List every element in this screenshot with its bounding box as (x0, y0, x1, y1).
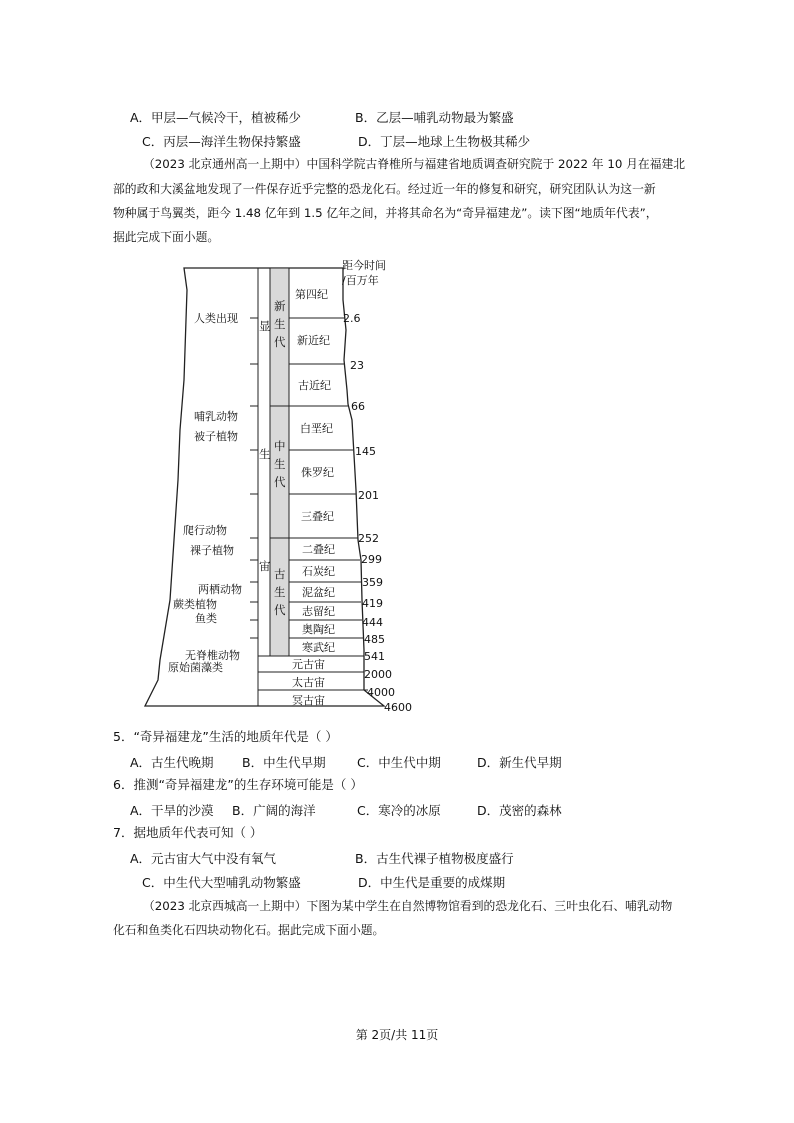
tick-145: 145 (355, 445, 376, 458)
life-invertebrates: 无脊椎动物 (185, 649, 240, 662)
tick-23: 23 (350, 359, 364, 372)
q6-option-b: B．广阔的海洋 (232, 803, 316, 818)
era-cenozoic-3: 代 (274, 335, 286, 349)
q6-option-c: C．寒冷的冰原 (357, 803, 441, 818)
tick-485: 485 (364, 633, 385, 646)
option-c: C．丙层—海洋生物保持繁盛 (142, 134, 301, 149)
chart-outline (145, 268, 384, 706)
era-mesozoic-3: 代 (274, 475, 286, 489)
option-b: B．乙层—哺乳动物最为繁盛 (355, 110, 514, 125)
eon-char-1: 显 (259, 319, 271, 333)
life-fish: 鱼类 (195, 612, 217, 625)
tick-4600: 4600 (384, 701, 412, 714)
eon-archean: 太古宙 (292, 676, 325, 689)
era-paleozoic-2: 生 (274, 585, 286, 599)
intro2-line-2: 化石和鱼类化石四块动物化石。据此完成下面小题。 (113, 923, 385, 937)
q7-stem: 7．据地质年代表可知（ ） (113, 825, 263, 840)
period-quaternary: 第四纪 (295, 288, 328, 301)
q5-option-b: B．中生代早期 (242, 755, 326, 770)
life-angiosperms: 被子植物 (194, 430, 238, 443)
geologic-time-chart (130, 250, 430, 720)
page-footer: 第 2页/共 11页 (355, 1028, 439, 1042)
tick-444: 444 (362, 616, 383, 629)
q6-stem: 6．推测“奇异福建龙”的生存环境可能是（ ） (113, 777, 363, 792)
period-permian: 二叠纪 (302, 543, 335, 556)
tick-359: 359 (362, 576, 383, 589)
intro-line-2: 部的政和大溪盆地发现了一件保存近乎完整的恐龙化石。经过近一年的修复和研究，研究团队认为这一新 (113, 182, 656, 196)
period-carboniferous: 石炭纪 (302, 565, 335, 578)
period-devonian: 泥盆纪 (302, 586, 335, 599)
eon-proterozoic: 元古宙 (292, 658, 325, 671)
q6-option-d: D．茂密的森林 (477, 803, 562, 818)
life-reptiles: 爬行动物 (183, 524, 227, 537)
period-cambrian: 寒武纪 (302, 641, 335, 654)
life-amphibians: 两栖动物 (198, 583, 242, 596)
q7-option-a: A．元古宙大气中没有氧气 (130, 851, 277, 866)
tick-2000: 2000 (364, 668, 392, 681)
intro2-line-1: （2023 北京西城高一上期中）下图为某中学生在自然博物馆看到的恐龙化石、三叶虫化石、哺乳动物 (143, 899, 673, 913)
era-paleozoic-3: 代 (274, 603, 286, 617)
tick-201: 201 (358, 489, 379, 502)
option-d: D．丁层—地球上生物极其稀少 (358, 134, 531, 149)
q6-option-a: A．干旱的沙漠 (130, 803, 214, 818)
life-humans: 人类出现 (194, 312, 238, 325)
life-gymnosperms: 裸子植物 (190, 544, 234, 557)
tick-541: 541 (364, 650, 385, 663)
option-a: A．甲层—气候冷干，植被稀少 (130, 110, 302, 125)
life-ferns: 蕨类植物 (173, 598, 217, 611)
life-mammals: 哺乳动物 (194, 410, 238, 423)
period-neogene: 新近纪 (297, 334, 330, 347)
q7-option-d: D．中生代是重要的成煤期 (358, 875, 506, 890)
eon-char-3: 宙 (259, 559, 271, 573)
period-cretaceous: 白垩纪 (300, 422, 333, 435)
axis-title-1: 距今时间 (342, 259, 386, 272)
life-primitive-algae: 原始菌藻类 (168, 661, 223, 674)
era-mesozoic-1: 中 (274, 439, 286, 453)
period-ordovician: 奥陶纪 (302, 623, 335, 636)
era-cenozoic-1: 新 (274, 299, 286, 313)
period-paleogene: 古近纪 (298, 379, 331, 392)
q5-stem: 5．“奇异福建龙”生活的地质年代是（ ） (113, 729, 338, 744)
period-jurassic: 侏罗纪 (301, 466, 334, 479)
intro-line-1: （2023 北京通州高一上期中）中国科学院古脊椎所与福建省地质调查研究院于 2022 年 10 月在福建北 (143, 157, 686, 171)
tick-252: 252 (358, 532, 379, 545)
eon-hadean: 冥古宙 (292, 694, 325, 707)
intro-line-3: 物种属于鸟翼类，距今 1.48 亿年到 1.5 亿年之间，并将其命名为“奇异福建龙”。读下图“地质年代表”， (113, 206, 658, 220)
q5-option-c: C．中生代中期 (357, 755, 441, 770)
era-mesozoic-2: 生 (274, 457, 286, 471)
q7-option-c: C．中生代大型哺乳动物繁盛 (142, 875, 301, 890)
q5-option-d: D．新生代早期 (477, 755, 562, 770)
axis-title-2: /百万年 (342, 274, 379, 287)
tick-419: 419 (362, 597, 383, 610)
tick-66: 66 (351, 400, 365, 413)
q5-option-a: A．古生代晚期 (130, 755, 214, 770)
era-paleozoic-1: 古 (274, 567, 286, 581)
eon-char-2: 生 (259, 447, 271, 461)
period-triassic: 三叠纪 (301, 510, 334, 523)
era-cenozoic-2: 生 (274, 317, 286, 331)
tick-2-6: 2.6 (343, 312, 361, 325)
period-silurian: 志留纪 (302, 605, 335, 618)
q7-option-b: B．古生代裸子植物极度盛行 (355, 851, 514, 866)
intro-line-4: 据此完成下面小题。 (113, 230, 220, 244)
tick-4000: 4000 (367, 686, 395, 699)
tick-299: 299 (361, 553, 382, 566)
left-ticks (250, 318, 258, 638)
